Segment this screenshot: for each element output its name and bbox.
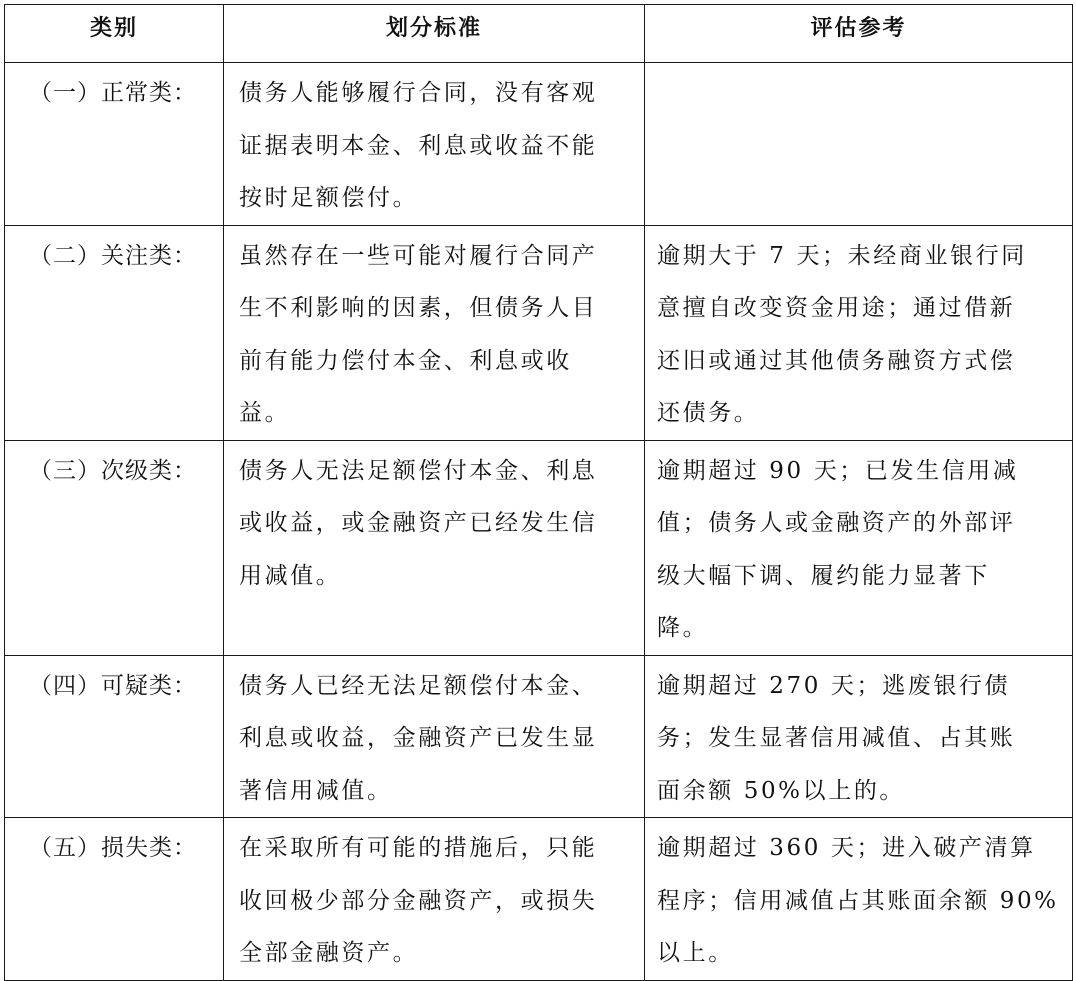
reference-cell	[645, 440, 1073, 655]
reference-cell	[645, 655, 1073, 818]
reference-line: 级大幅下调、履约能力显著下	[657, 562, 990, 589]
category-label: （一）正常类：	[29, 80, 197, 106]
category-cell	[5, 63, 224, 226]
reference-cell	[645, 225, 1073, 440]
reference-line: 还旧或通过其他债务融资方式偿	[657, 347, 1016, 374]
criteria-line: 债务人已经无法足额偿付本金、	[239, 672, 598, 699]
criteria-cell	[224, 225, 645, 440]
criteria-line: 按时足额偿付。	[239, 185, 419, 211]
criteria-line: 利息或收益，金融资产已发生显	[239, 725, 598, 751]
header-reference: 评估参考	[645, 5, 1073, 63]
criteria-line: 虽然存在一些可能对履行合同产	[239, 242, 598, 269]
category-cell	[5, 818, 224, 981]
criteria-line: 证据表明本金、利息或收益不能	[239, 132, 598, 159]
table-row	[5, 225, 1073, 440]
criteria-line: 著信用减值。	[239, 777, 393, 804]
criteria-line: 在采取所有可能的措施后，只能	[239, 835, 598, 861]
header-category: 类别	[5, 5, 224, 63]
reference-line: 逾期大于 7 天；未经商业银行同	[657, 242, 1027, 269]
header-criteria: 划分标准	[224, 5, 645, 63]
reference-line: 逾期超过 360 天；进入破产清算	[657, 835, 1036, 861]
reference-line: 值；债务人或金融资产的外部评	[657, 510, 1016, 536]
table-row	[5, 440, 1073, 655]
classification-table	[4, 4, 1073, 981]
table-row	[5, 655, 1073, 818]
criteria-line: 益。	[239, 400, 291, 426]
category-label: （三）次级类：	[29, 457, 197, 484]
reference-line: 还债务。	[657, 400, 760, 426]
reference-line: 程序；信用减值占其账面余额 90%	[657, 887, 1059, 914]
criteria-line: 收回极少部分金融资产，或损失	[239, 887, 598, 914]
category-cell	[5, 655, 224, 818]
reference-line: 意擅自改变资金用途；通过借新	[657, 295, 1016, 321]
table-row	[5, 63, 1073, 226]
table-row	[5, 818, 1073, 981]
criteria-cell	[224, 655, 645, 818]
criteria-cell	[224, 440, 645, 655]
reference-line: 逾期超过 90 天；已发生信用减	[657, 457, 1019, 484]
criteria-line: 债务人无法足额偿付本金、利息	[239, 457, 598, 484]
category-cell	[5, 440, 224, 655]
criteria-line: 或收益，或金融资产已经发生信	[239, 510, 598, 536]
criteria-line: 前有能力偿付本金、利息或收	[239, 347, 572, 374]
criteria-cell	[224, 818, 645, 981]
criteria-line: 用减值。	[239, 562, 342, 589]
criteria-line: 债务人能够履行合同，没有客观	[239, 80, 598, 106]
category-label: （五）损失类：	[29, 835, 197, 861]
criteria-line: 生不利影响的因素，但债务人目	[239, 295, 598, 321]
category-label: （二）关注类：	[29, 242, 197, 269]
category-cell	[5, 225, 224, 440]
criteria-line: 全部金融资产。	[239, 940, 419, 966]
reference-line: 降。	[657, 615, 709, 641]
reference-line: 以上。	[657, 940, 734, 966]
table-header-row	[5, 5, 1073, 63]
reference-cell	[645, 818, 1073, 981]
reference-line: 逾期超过 270 天；逃废银行债	[657, 672, 1011, 699]
reference-cell	[645, 63, 1073, 226]
category-label: （四）可疑类：	[29, 672, 197, 699]
reference-line: 务；发生显著信用减值、占其账	[657, 725, 1016, 751]
criteria-cell	[224, 63, 645, 226]
reference-line: 面余额 50%以上的。	[657, 777, 906, 804]
